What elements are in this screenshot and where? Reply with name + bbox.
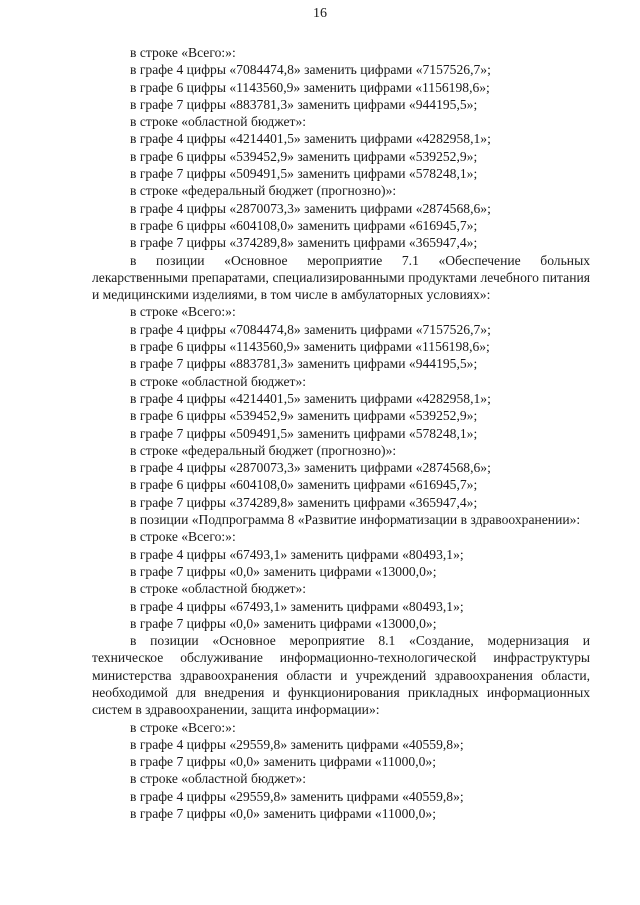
amendment-line: в строке «Всего:»: xyxy=(130,304,236,320)
amendment-line: в графе 7 цифры «883781,3» заменить цифрами «944195,5»; xyxy=(130,356,478,372)
amendment-line: в графе 6 цифры «604108,0» заменить цифрами «616945,7»; xyxy=(130,217,478,233)
amendment-line: в строке «областной бюджет»: xyxy=(130,114,307,130)
amendment-line: в графе 6 цифры «1143560,9» заменить цифрами «1156198,6»; xyxy=(130,339,490,355)
amendment-line: в позиции «Подпрограмма 8 «Развитие информатизации в здравоохранении»: xyxy=(130,512,581,528)
amendment-line: в графе 4 цифры «29559,8» заменить цифрами «40559,8»; xyxy=(130,788,464,804)
amendment-line: в графе 6 цифры «539452,9» заменить цифрами «539252,9»; xyxy=(130,148,478,164)
amendment-line: в графе 7 цифры «509491,5» заменить цифрами «578248,1»; xyxy=(130,166,478,182)
amendment-line: в строке «Всего:»: xyxy=(130,719,236,735)
amendment-line: в графе 7 цифры «0,0» заменить цифрами «13000,0»; xyxy=(130,615,437,631)
amendment-line: в графе 4 цифры «67493,1» заменить цифрами «80493,1»; xyxy=(130,598,464,614)
amendment-line: в графе 6 цифры «539452,9» заменить цифрами «539252,9»; xyxy=(130,408,478,424)
amendment-line: в графе 6 цифры «604108,0» заменить цифрами «616945,7»; xyxy=(130,477,478,493)
amendment-line: в строке «Всего:»: xyxy=(130,45,236,60)
amendment-line: в графе 7 цифры «0,0» заменить цифрами «13000,0»; xyxy=(130,563,437,579)
page-number: 16 xyxy=(313,6,327,21)
amendment-line: в графе 4 цифры «29559,8» заменить цифрами «40559,8»; xyxy=(130,736,464,752)
amendment-line: в графе 4 цифры «7084474,8» заменить цифрами «7157526,7»; xyxy=(130,321,491,337)
amendment-line: в графе 4 цифры «67493,1» заменить цифрами «80493,1»; xyxy=(130,546,464,562)
paragraph-text: в позиции «Основное мероприятие 7.1 «Обеспечение больных лекарственными препаратами, специализированными продуктами лечебного питания и медицинскими изделиями, в том числе в амбулаторных условиях»: xyxy=(92,252,590,303)
amendment-paragraph xyxy=(92,632,590,718)
paragraph-text: в позиции «Основное мероприятие 8.1 «Создание, модернизация и техническое обслуживание информационно-технологической инфраструктуры министерства здравоохранения области и учреждений здравоохранения области, необходимой для внедрения и функционирования прикладных информационных систем в здравоохранении, защита информации»: xyxy=(92,633,590,718)
amendment-line: в строке «областной бюджет»: xyxy=(130,581,307,597)
amendment-line: в строке «областной бюджет»: xyxy=(130,373,307,389)
amendment-line: в графе 7 цифры «374289,8» заменить цифрами «365947,4»; xyxy=(130,494,478,510)
amendment-line: в строке «федеральный бюджет (прогнозно)»: xyxy=(130,442,397,458)
document-body xyxy=(92,44,590,822)
amendment-line: в графе 4 цифры «2870073,3» заменить цифрами «2874568,6»; xyxy=(130,460,491,476)
amendment-line: в графе 7 цифры «509491,5» заменить цифрами «578248,1»; xyxy=(130,425,478,441)
amendment-line: в строке «областной бюджет»: xyxy=(130,771,307,787)
amendment-paragraph xyxy=(92,252,590,304)
amendment-line: в графе 4 цифры «4214401,5» заменить цифрами «4282958,1»; xyxy=(130,131,491,147)
amendment-line: в графе 4 цифры «2870073,3» заменить цифрами «2874568,6»; xyxy=(130,200,491,216)
amendment-line: в графе 4 цифры «4214401,5» заменить цифрами «4282958,1»; xyxy=(130,390,491,406)
amendment-line: в графе 7 цифры «883781,3» заменить цифрами «944195,5»; xyxy=(130,96,478,112)
amendment-line: в графе 4 цифры «7084474,8» заменить цифрами «7157526,7»; xyxy=(130,62,491,78)
amendment-line: в строке «Всего:»: xyxy=(130,529,236,545)
amendment-line: в графе 7 цифры «374289,8» заменить цифрами «365947,4»; xyxy=(130,235,478,251)
amendment-line: в графе 7 цифры «0,0» заменить цифрами «11000,0»; xyxy=(130,754,436,770)
amendment-line: в графе 7 цифры «0,0» заменить цифрами «11000,0»; xyxy=(130,806,436,822)
amendment-line: в строке «федеральный бюджет (прогнозно)»: xyxy=(130,183,397,199)
amendment-line: в графе 6 цифры «1143560,9» заменить цифрами «1156198,6»; xyxy=(130,79,490,95)
